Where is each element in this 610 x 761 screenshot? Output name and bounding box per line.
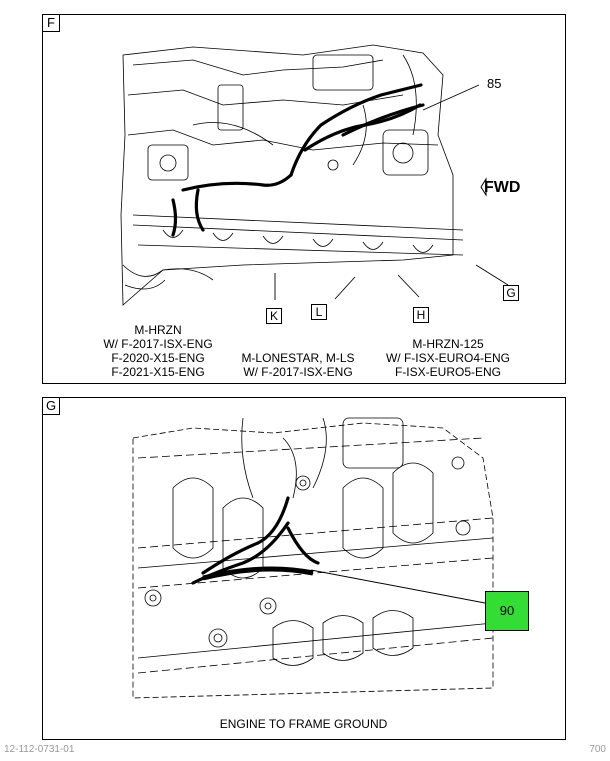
caption-left-line-4: F-2021-X15-ENG: [111, 365, 205, 379]
callout-90: 90: [485, 591, 529, 631]
footer-page-number: 700: [589, 744, 606, 755]
engine-illustration-g: [43, 398, 564, 738]
callout-box-g: G: [503, 285, 519, 301]
caption-right-line-1: M-HRZN-125: [412, 337, 484, 351]
caption-right-line-2: W/ F-ISX-EURO4-ENG: [385, 351, 510, 365]
callout-box-l: L: [311, 304, 327, 320]
detail-panel-g: [42, 397, 566, 740]
callout-box-k: K: [266, 308, 282, 324]
footer-document-number: 12-112-0731-01: [4, 744, 75, 755]
panel-tag-f: F: [43, 15, 60, 32]
caption-right-line-3: F-ISX-EURO5-ENG: [394, 365, 501, 379]
panel-tag-g: G: [43, 398, 60, 415]
caption-right: [373, 337, 523, 379]
caption-mid-line-1: M-LONESTAR, M-LS: [241, 351, 355, 365]
caption-middle: [233, 351, 363, 379]
detail-panel-f: [42, 14, 566, 384]
caption-left: [83, 323, 233, 379]
forward-indicator: FWD: [484, 179, 521, 196]
caption-left-line-2: W/ F-2017-ISX-ENG: [103, 337, 213, 351]
panel-g-caption: ENGINE TO FRAME GROUND: [219, 717, 388, 731]
callout-85: 85: [487, 76, 502, 91]
caption-mid-line-2: W/ F-2017-ISX-ENG: [243, 365, 353, 379]
caption-left-line-1: M-HRZN: [134, 323, 182, 337]
caption-left-line-3: F-2020-X15-ENG: [111, 351, 205, 365]
callout-box-h: H: [413, 307, 429, 323]
